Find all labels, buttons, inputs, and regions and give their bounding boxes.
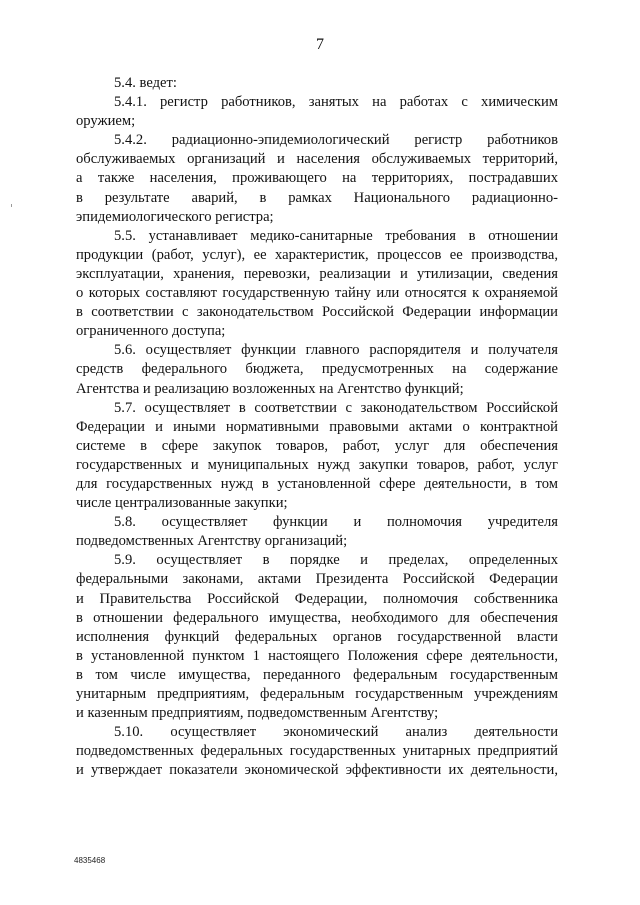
text-line: и казенным предприятиям, подведомственным Агентству; [76, 705, 439, 722]
page-number: 7 [316, 36, 324, 53]
paragraph [76, 399, 558, 514]
text-line: средств федерального бюджета, предусмотренных на содержание [76, 361, 558, 378]
document-body [76, 74, 558, 780]
paragraph [76, 723, 558, 780]
paragraph [76, 227, 558, 342]
text-line: и Правительства Российской Федерации, полномочия собственника [76, 590, 558, 607]
paragraph [76, 513, 558, 551]
text-line: оружием; [76, 113, 136, 130]
paragraph [76, 341, 558, 398]
text-line: унитарным предприятиям, федеральным государственным учреждениям [76, 686, 558, 702]
text-line: 5.6. осуществляет функции главного распорядителя и получателя [114, 342, 558, 359]
paragraph [76, 551, 558, 723]
text-line: 5.4.1. регистр работников, занятых на работах с химическим [114, 94, 558, 111]
text-line: подведомственных Агентству организаций; [76, 533, 348, 550]
text-line: государственных и муниципальных нужд закупки товаров, работ, услуг [76, 456, 558, 473]
text-line: эксплуатации, хранения, перевозки, реализации и утилизации, сведения [76, 265, 558, 282]
text-line: 5.7. осуществляет в соответствии с законодательством Российской [114, 399, 558, 416]
text-line: продукции (работ, услуг), ее характеристик, процессов ее производства, [76, 246, 558, 263]
text-line: системе в сфере закупок товаров, работ, услуг для обеспечения [76, 437, 558, 454]
text-line: числе централизованные закупки; [76, 495, 288, 512]
text-line: 5.5. устанавливает медико-санитарные требования в отношении [114, 227, 558, 244]
text-line: обслуживаемых организаций и населения обслуживаемых территорий, [76, 151, 558, 168]
text-line: эпидемиологического регистра; [76, 208, 274, 225]
document-code: 4835468 [74, 856, 106, 865]
text-line: о которых составляют государственную тайну или относятся к охраняемой [76, 285, 558, 302]
paragraph [76, 93, 558, 131]
text-line: 5.4.2. радиационно-эпидемиологический регистр работников [114, 132, 558, 149]
text-line: Федерации и иными нормативными правовыми актами о контрактной [76, 418, 558, 435]
paragraph [76, 74, 558, 93]
margin-mark [11, 204, 12, 207]
text-line: ограниченного доступа; [76, 323, 226, 340]
text-line: 5.10. осуществляет экономический анализ деятельности [114, 724, 558, 741]
text-line: в том числе имущества, переданного федеральным государственным [76, 666, 558, 683]
text-line: в соответствии с законодательством Российской Федерации информации [76, 304, 558, 321]
paragraph [76, 131, 558, 226]
text-line: 5.8. осуществляет функции и полномочия учредителя [114, 514, 558, 531]
text-line: в результате аварий, в рамках Национального радиационно- [76, 189, 558, 206]
text-line: Агентства и реализацию возложенных на Агентство функций; [76, 380, 464, 397]
text-line: и утверждает показатели экономической эффективности их деятельности, [76, 762, 558, 779]
text-line: для государственных нужд в установленной сфере деятельности, в том [76, 475, 558, 492]
text-line: 5.9. осуществляет в порядке и пределах, определенных [114, 552, 558, 569]
text-line: подведомственных федеральных государственных унитарных предприятий [76, 743, 558, 760]
text-line: в отношении федерального имущества, необходимого для обеспечения [76, 609, 558, 626]
text-line: 5.4. ведет: [114, 75, 177, 91]
text-line: а также населения, проживающего на территориях, пострадавших [76, 170, 558, 187]
text-line: в установленной пунктом 1 настоящего Положения сфере деятельности, [76, 647, 558, 664]
text-line: федеральными законами, актами Президента Российской Федерации [76, 571, 558, 588]
text-line: исполнения функций федеральных органов государственной власти [76, 628, 558, 645]
